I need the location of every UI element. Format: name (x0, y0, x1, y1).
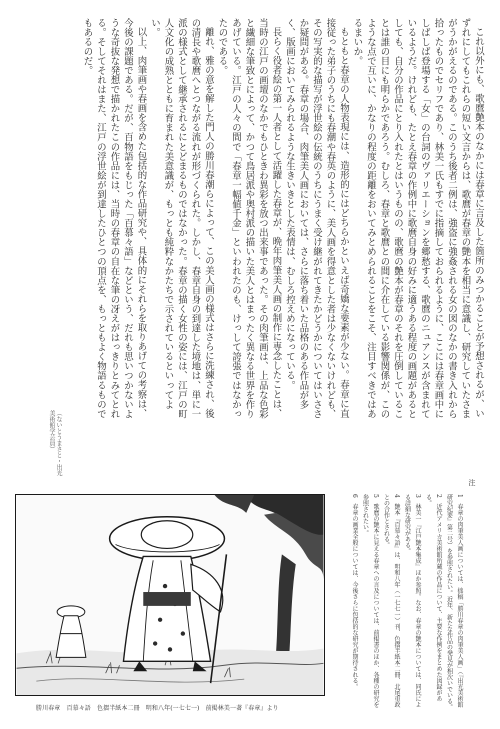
note-number: 4 (393, 494, 400, 498)
note-text: 歌麿の艶本に見える春章への言及については、前掲書のほか、各種の研究を参照されたい。 (361, 494, 379, 708)
body-text (40, 18, 485, 420)
note-number: 3 (414, 494, 421, 498)
body-paragraph: もともと春章の人物表現には、造形的にはどちらかといえば奇嬌な要素が少ない。春章に直接従った弟子のうちにも春潮や春英のように、美人画を得意とした者は少なくないけれども、その写実的な描写が浮世絵の伝統のうちにうまく受け継がれてきたかどうかについてはいささか疑問がある。春章の場合、肉筆美人画においては、さらに落ち着いた品格のある作品が多く、版画においてみられるような生きいきとした表情は、むしろ控えめになっている。 (284, 18, 349, 419)
note-number: 1 (456, 494, 463, 498)
note-number: 6 (351, 494, 358, 498)
note-number: 2 (435, 494, 442, 498)
note-text: 艶本『百慕々語』は、明和八年（一七七一）刊、色摺半紙本二冊、北尾重政との合作とされる。 (382, 494, 400, 708)
small-figure (56, 606, 86, 657)
figure-caption: 勝川春章 百慕々語 色摺半紙本二冊 明和八年(一七七一) 前掲林美一著『春章』より (36, 705, 279, 712)
note-item (349, 494, 360, 712)
note-item (380, 494, 401, 712)
note-text: 林美一『江戸艶本集成』ほか参照。なお、春章の艶本については、同氏による詳細な研究がある。 (403, 494, 421, 708)
note-item (359, 494, 380, 712)
body-paragraph: これ以外にも、歌麿艶本のなかには春章に言及した箇所のみつかることが予想されるが、いずれにしてもこれらの短い文言からは、歌麿が春章の艶本を相当に意識し、研究していたさまがうかがえるのである。このうち後者二例は、強盗に強姦される女の図のなかの書き入れから拾ったものでセリフであり、林美一氏もすでに指摘しておられるように、ここには春章画中にしばしば登場する「女」の台詞のヴァリエーションを郷愁する、歌麿のニュアンスが含まれているようだ。けれども、たとえ春章の作例中に歌麿自身の好みに適うある程度の画題があるとしても、自分の作品にとり入れたとはいうものの、歌麿の艶本が春章のそれを圧倒していることは誰の目にも明らかであろう。むしろ、春章と歌麿との間に介在している影響関係が、このような点で互いに、かなりの程度の距離をおいてみとめられることをこそ、注目すべきではあるまいか。 (351, 18, 484, 419)
note-text: 近代アメリカ美術館所蔵の作品について、主要な作例をまとめた図録がある。 (424, 494, 442, 702)
illustration-drawing (16, 495, 324, 695)
note-item (443, 494, 464, 712)
note-number: 5 (372, 494, 379, 498)
note-text: 春章の画業全般については、今後さらに包括的な研究が期待される。 (351, 503, 358, 690)
woodblock-print-illustration (15, 494, 325, 696)
body-paragraph: 離れ、雅の意を解した門人の勝川春潮らによって、この美人画の様式はさらに洗練され、後の清長や歌麿へとつながる流れが形づくられた。しかし、春章自身の到達した境地は、単に一派の様式として継承されるにとどまるものではなかった。春章の描く女性の姿には、江戸の町人文化の成熟とともに育まれた美意識が、もっとも純粋なかたちで示されているといってよい。 (149, 18, 214, 419)
note-item (422, 494, 443, 712)
author-credit: （ないとうまさと・出光美術館学芸員） (48, 410, 62, 476)
body-paragraph: 以上、肉筆画や春画を含めた包括的な作品研究や、具体的にそれらを取りあげての考察は、今後の課題である。だが、百物語をもじった「百慕々語」などという、だれも思いつかないような奇抜な発想で描かれたこの作品には、当時の春章の自在な筆の冴えがはっきりとみてとれる。そしてそれはまた、江戸の浮世絵が到達したひとつの頂点を、もっともよく物語るものでもあるのだ。 (81, 18, 147, 419)
notes-section (338, 494, 464, 712)
notes-heading: 注 (468, 479, 476, 486)
body-paragraph: 長らく役者絵の第一人者として活躍した春章が、晩年肉筆美人画の制作に専念したことは、当時の江戸の画壇のなかでもひときわ異彩を放つ出来事であった。その肉筆画は、上品な色彩と繊細な筆致とによって、かつて鳥居派や奥村派の描いた美人とはまったく異なる世界を作りあげている。江戸の人々の間で「春章一幅値千金」といわれたのも、けっして誇張ではなかったのである。 (216, 18, 282, 419)
note-item (401, 494, 422, 712)
note-text: 春章の肉筆美人画については、拙稿「勝川春章の肉筆美人画」（『出光美術館研究紀要』第二号）を参照されたい。近年、新たな作品の発見が相次いでいる。 (445, 494, 463, 710)
